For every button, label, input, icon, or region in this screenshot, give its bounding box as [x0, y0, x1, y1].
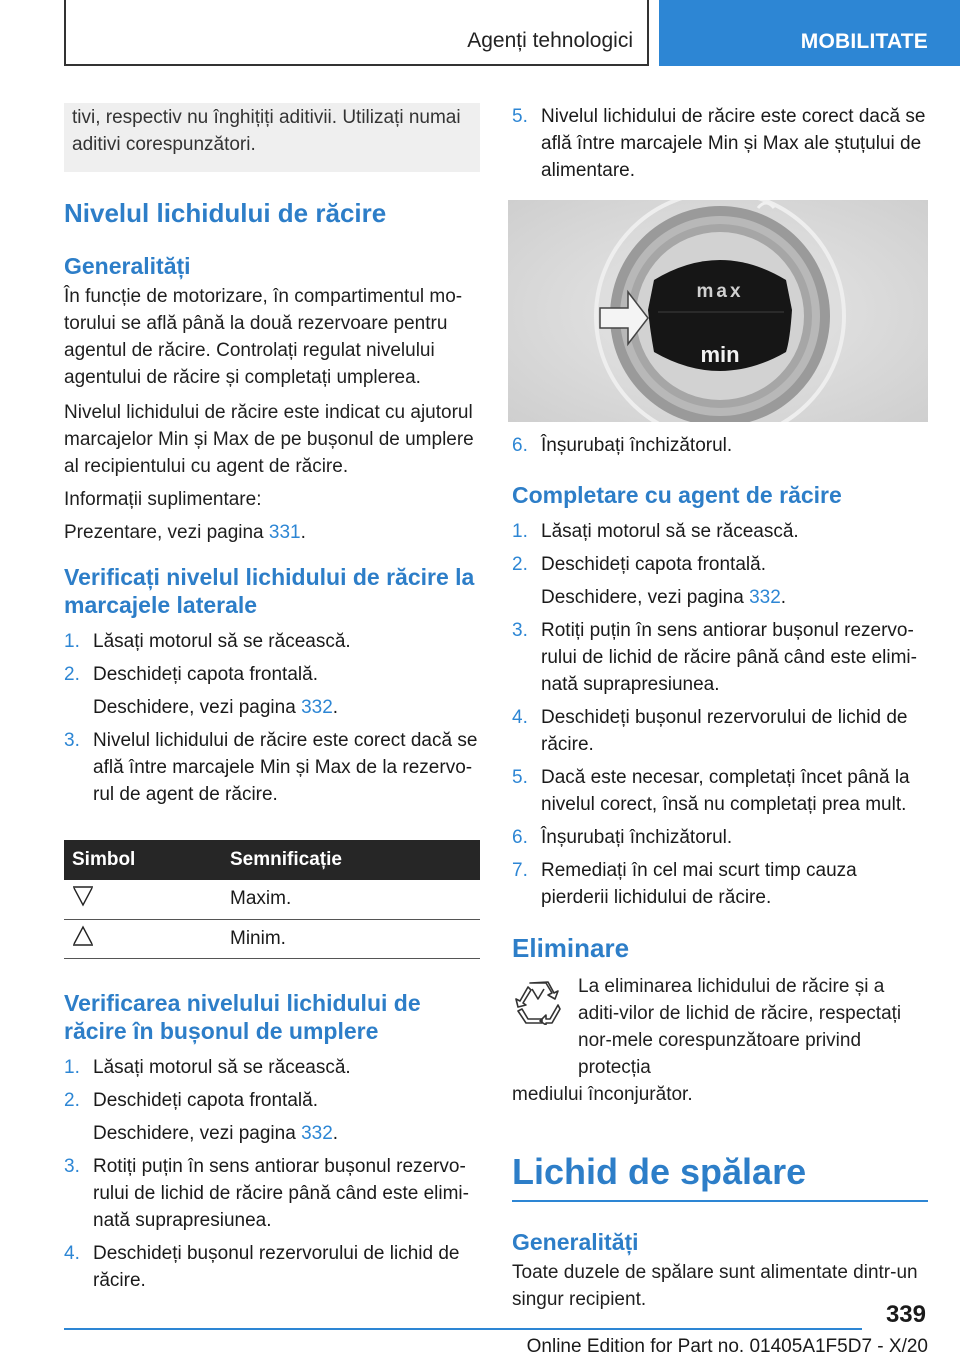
list-item	[64, 1240, 480, 1294]
general-paragraph-2: Nivelul lichidului de răcire este indicat cu ajutorul marcajelor Min și Max de pe bușonul de umplere al recipientului cu agent de răcire.	[64, 402, 474, 477]
step-number: 2.	[64, 664, 80, 685]
open-hood-reference	[64, 694, 480, 721]
list-item	[64, 727, 480, 808]
step-number: 2.	[512, 554, 528, 575]
check-cap-heading: Verificarea nivelului lichidului de răcire în bușonul de umplere	[64, 989, 421, 1044]
list-item	[512, 617, 928, 698]
max-mark-label: max	[696, 281, 744, 302]
topup-steps	[512, 518, 928, 911]
disposal-text-main: La eliminarea lichidului de răcire și a aditi-vilor de lichid de răcire, respectați nor-mele corespunzătoare privind protecția	[578, 976, 902, 1078]
note-box	[64, 103, 480, 172]
max-level-icon	[72, 885, 94, 907]
check-side-steps	[64, 628, 480, 808]
step-text: Rotiți puțin în sens antiorar bușonul rezervo-rului de lichid de răcire până când este elimi-nată suprapresiunea.	[93, 1155, 469, 1231]
list-item	[512, 704, 928, 758]
list-item	[512, 103, 928, 184]
step-text: Lăsați motorul să se răcească.	[93, 1056, 351, 1078]
washer-general-heading: Generalități	[512, 1229, 639, 1255]
step-text: Dacă este necesar, completați încet până la nivelul corect, însă nu completați prea mult.	[541, 767, 910, 815]
table-row	[64, 919, 480, 958]
step-number: 2.	[64, 1089, 80, 1111]
step-number: 3.	[64, 730, 80, 751]
step-text: Deschideți bușonul rezervorului de lichid de răcire.	[541, 707, 908, 755]
left-column	[64, 103, 480, 1294]
step-text: Înșurubați închizătorul.	[541, 827, 733, 848]
step-number: 3.	[64, 1155, 80, 1177]
disposal-block	[512, 973, 928, 1108]
step-number: 1.	[512, 521, 528, 542]
info-label: Informații suplimentare:	[64, 489, 262, 510]
step-number: 4.	[512, 707, 528, 728]
overview-text: Prezentare, vezi pagina	[64, 522, 269, 543]
step-text: Deschideți bușonul rezervorului de lichid de răcire.	[93, 1242, 460, 1291]
open-text: Deschidere, vezi pagina	[93, 697, 302, 718]
page-number: 339	[885, 1301, 926, 1328]
heading-divider	[512, 1200, 928, 1202]
step-text: Lăsați motorul să se răcească.	[93, 631, 351, 652]
list-item	[512, 824, 928, 851]
step-text: Remediați în cel mai scurt timp cauza pierderii lichidului de răcire.	[541, 860, 857, 908]
list-item	[512, 518, 928, 545]
step-number: 7.	[512, 860, 528, 881]
list-item	[512, 432, 928, 459]
section-heading-coolant-level: Nivelul lichidului de răcire	[64, 198, 387, 228]
step-text: Rotiți puțin în sens antiorar bușonul rezervo-rului de lichid de răcire până când este elimi-nată suprapresiunea.	[541, 620, 917, 695]
step-number: 1.	[64, 631, 80, 652]
step-number: 6.	[512, 827, 528, 848]
step-number: 5.	[512, 106, 528, 127]
step-text: Deschideți capota frontală.	[93, 664, 318, 685]
edition-footer: Online Edition for Part no. 01405A1F5D7 - X/20	[526, 1336, 928, 1357]
min-mark-label: min	[700, 342, 740, 367]
min-symbol-cell	[64, 919, 222, 958]
list-item	[512, 551, 928, 578]
general-paragraph-1: În funcție de motorizare, în compartimentul mo-torului se află până la două rezervoare pentru agentul de răcire. Controlați regulat nivelului agentului de răcire și completați umplerea.	[64, 286, 463, 388]
right-column	[512, 103, 928, 1313]
open-hood-reference	[64, 1120, 480, 1147]
header-chapter-frame	[64, 0, 649, 66]
topup-heading: Completare cu agent de răcire	[512, 482, 842, 508]
coolant-cap-image	[508, 200, 928, 422]
step-number: 5.	[512, 767, 528, 788]
list-item	[64, 1087, 480, 1114]
step-number: 4.	[64, 1242, 80, 1264]
step-text: Nivelul lichidului de răcire este corect dacă se află între marcajele Min și Max de la rezervo-rul de agent de răcire.	[93, 730, 478, 805]
overview-page-link[interactable]: 331	[268, 522, 301, 543]
list-item	[64, 661, 480, 688]
section-tab[interactable]	[659, 0, 960, 66]
open-page-link[interactable]: 332	[301, 697, 333, 718]
open-hood-reference	[512, 584, 928, 611]
step-text: Înșurubați închizătorul.	[541, 435, 733, 456]
symbol-table	[64, 840, 480, 959]
list-item	[64, 1054, 480, 1081]
chapter-title: Agenți tehnologici	[467, 29, 633, 52]
table-header-meaning: Semnificație	[222, 840, 480, 880]
general-heading: Generalități	[64, 253, 191, 279]
open-end: .	[780, 587, 787, 608]
list-item	[512, 857, 928, 911]
open-text: Deschidere, vezi pagina	[541, 587, 750, 608]
step-text: Deschideți capota frontală.	[93, 1089, 318, 1111]
coolant-cap-illustration	[508, 200, 928, 422]
open-page-link[interactable]: 332	[301, 1122, 333, 1144]
check-side-heading: Verificați nivelul lichidului de răcire la marcajele laterale	[64, 564, 475, 618]
washer-paragraph: Toate duzele de spălare sunt alimentate dintr-un singur recipient.	[512, 1262, 918, 1310]
list-item	[512, 764, 928, 818]
step-number: 3.	[512, 620, 528, 641]
recycle-icon	[514, 979, 562, 1025]
max-symbol-cell	[64, 880, 222, 919]
max-meaning: Maxim.	[222, 880, 480, 919]
step-number: 6.	[512, 435, 528, 456]
note-text: tivi, respectiv nu înghițiți aditivii. Utilizați numai aditivi corespunzători.	[72, 107, 461, 155]
step-text: Deschideți capota frontală.	[541, 554, 766, 575]
check-cap-steps	[64, 1054, 480, 1294]
footer-divider	[64, 1328, 862, 1330]
open-end: .	[332, 697, 339, 718]
step-text: Nivelul lichidului de răcire este corect dacă se află între marcajele Min și Max ale ștuțului de alimentare.	[541, 106, 926, 181]
table-row	[64, 880, 480, 919]
min-level-icon	[72, 925, 94, 947]
step-text: Lăsați motorul să se răcească.	[541, 521, 799, 542]
open-end: .	[332, 1122, 339, 1144]
table-header-symbol: Simbol	[64, 840, 222, 880]
step-number: 1.	[64, 1056, 80, 1078]
open-text: Deschidere, vezi pagina	[93, 1122, 302, 1144]
overview-line	[64, 519, 480, 546]
open-page-link[interactable]: 332	[749, 587, 781, 608]
table-header-row	[64, 840, 480, 880]
min-meaning: Minim.	[222, 919, 480, 958]
section-title: MOBILITATE	[800, 30, 928, 53]
disposal-heading: Eliminare	[512, 933, 630, 963]
list-item	[64, 1153, 480, 1234]
overview-end: .	[300, 522, 306, 543]
washer-fluid-heading: Lichid de spălare	[512, 1151, 807, 1192]
disposal-text-end: mediului înconjurător.	[512, 1084, 693, 1105]
list-item	[64, 628, 480, 655]
